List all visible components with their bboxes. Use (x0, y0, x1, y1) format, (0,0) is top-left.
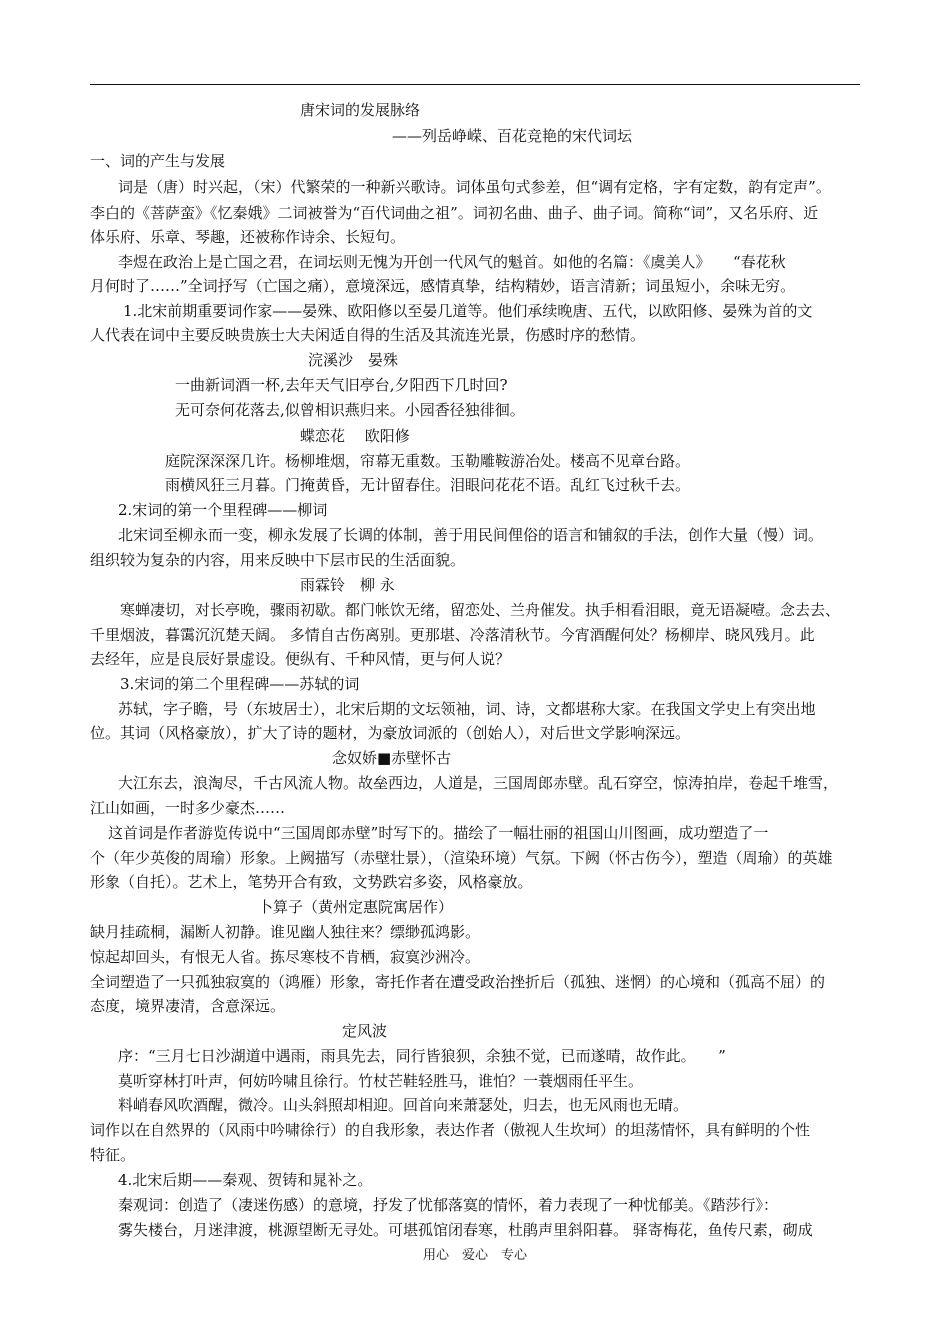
poem-line: 雾失楼台，月迷津渡，桃源望断无寻处。可堪孤馆闭春寒，杜鹃声里斜阳暮。 驿寄梅花，鱼传尺素，砌成 (118, 1221, 813, 1239)
paragraph-line: 形象（自托）。艺术上，笔势开合有致，文势跌宕多姿，风格豪放。 (90, 873, 533, 891)
poem-title: 浣溪沙 晏殊 (308, 351, 399, 369)
paragraph-line: 人代表在词中主要反映贵族士大夫闲适自得的生活及其流连光景，伤感时序的愁情。 (90, 326, 646, 344)
paragraph-line: 位。其词（风格豪放），扩大了诗的题材，为豪放词派的（创始人），对后世文学影响深远。 (90, 724, 691, 742)
poem-line: 千里烟波，暮霭沉沉楚天阔。 多情自古伤离别。更那堪、冷落清秋节。今宵酒醒何处？杨柳岸、晓风残月。此 (90, 626, 815, 644)
poem-line: 庭院深深深几许。杨柳堆烟，帘幕无重数。玉勒雕鞍游冶处。楼高不见章台路。 (165, 452, 691, 470)
paragraph-line: 全词塑造了一只孤独寂寞的（鸿雁）形象，寄托作者在遭受政治挫折后（孤独、迷惘）的心境和（孤高不屈）的 (90, 973, 826, 991)
paragraph-line: 组织较为复杂的内容，用来反映中下层市民的生活面貌。 (90, 551, 466, 569)
poem-title: 卜算子（黄州定惠院寓居作） (258, 898, 454, 916)
paragraph-line: 词是（唐）时兴起，（宋）代繁荣的一种新兴歌诗。词体虽句式参差，但“调有定格，字有定数，韵有定声”。 (118, 178, 831, 196)
poem-line: 无可奈何花落去,似曾相识燕归来。小园香径独徘徊。 (175, 401, 525, 419)
poem-title: 定风波 (342, 1022, 388, 1040)
poem-line: 缺月挂疏桐，漏断人初静。谁见幽人独往来？缥缈孤鸿影。 (90, 923, 481, 941)
paragraph-line: 体乐府、乐章、琴趣，还被称作诗余、长短句。 (90, 228, 406, 246)
poem-line: 去经年，应是良辰好景虚设。便纵有、千种风情，更与何人说？ (90, 650, 511, 668)
subsection-heading: 1.北宋前期重要词作家——晏殊、欧阳修以至晏几道等。他们承续晚唐、五代，以欧阳修、晏殊为首的文 (123, 302, 813, 320)
paragraph-line: 北宋词至柳永而一变，柳永发展了长调的体制，善于用民间俚俗的语言和铺叙的手法，创作大量（慢）词。 (118, 526, 824, 544)
poem-line: 寒蝉凄切，对长亭晚，骤雨初歇。都门帐饮无绪，留恋处、兰舟催发。执手相看泪眼，竟无语凝噎。念去去、 (120, 601, 841, 619)
poem-preface: 序：“三月七日沙湖道中遇雨，雨具先去，同行皆狼狈，余独不觉，已而遂晴，故作此。 ” (118, 1047, 726, 1065)
section-heading: 一、词的产生与发展 (90, 152, 226, 170)
poem-line: 大江东去，浪淘尽，千古风流人物。故垒西边，人道是，三国周郎赤壁。乱石穿空，惊涛拍岸，卷起千堆雪， (118, 774, 839, 792)
paragraph-line: 个（年少英俊的周瑜）形象。上阙描写（赤壁壮景），（渲染环境）气氛。下阙（怀古伤今），塑造（周瑜）的英雄 (90, 849, 833, 867)
header-rule (90, 84, 860, 85)
subsection-heading: 3.宋词的第二个里程碑——苏轼的词 (120, 675, 360, 693)
paragraph-line: 李白的《菩萨蛮》《忆秦娥》二词被誉为“百代词曲之祖”。词初名曲、曲子、曲子词。简称“词”，又名乐府、近 (90, 204, 819, 222)
poem-line: 一曲新词酒一杯,去年天气旧亭台,夕阳西下几时回? (175, 376, 508, 394)
poem-title: 念奴娇■赤壁怀古 (332, 749, 452, 767)
poem-line: 雨横风狂三月暮。门掩黄昏，无计留春住。泪眼问花花不语。乱红飞过秋千去。 (165, 476, 691, 494)
paragraph-line: 秦观词：创造了（凄迷伤感）的意境，抒发了忧郁落寞的情怀，着力表现了一种忧郁美。《踏莎行》： (118, 1196, 779, 1214)
doc-title: 唐宋词的发展脉络 (300, 101, 421, 119)
poem-line: 江山如画，一时多少豪杰…… (90, 799, 286, 817)
paragraph-line: 李煜在政治上是亡国之君，在词坛则无愧为开创一代风气的魁首。如他的名篇：《虞美人》 “春花秋 (118, 253, 786, 271)
poem-title: 蝶恋花 欧阳修 (300, 427, 410, 445)
subsection-heading: 4.北宋后期——秦观、贺铸和晁补之。 (118, 1171, 373, 1189)
doc-subtitle: ——列岳峥嵘、百花竞艳的宋代词坛 (392, 127, 633, 145)
poem-title: 雨霖铃 柳 永 (300, 576, 395, 594)
paragraph-line: 苏轼，字子瞻，号（东坡居士），北宋后期的文坛领袖，词、诗，文都堪称大家。在我国文学史上有突出地 (118, 700, 816, 718)
paragraph-line: 月何时了……”全词抒写（亡国之痛），意境深远，感情真挚，结构精妙，语言清新；词虽短小，余味无穷。 (90, 277, 796, 295)
paragraph-line: 这首词是作者游览传说中“三国周郎赤壁”时写下的。描绘了一幅壮丽的祖国山川图画，成功塑造了一 (108, 824, 769, 842)
page-footer: 用心 爱心 专心 (422, 1248, 527, 1263)
poem-line: 惊起却回头，有恨无人省。拣尽寒枝不肯栖，寂寞沙洲冷。 (90, 948, 481, 966)
poem-line: 莫听穿林打叶声，何妨吟啸且徐行。竹杖芒鞋轻胜马，谁怕？一蓑烟雨任平生。 (118, 1072, 644, 1090)
subsection-heading: 2.宋词的第一个里程碑——柳词 (118, 501, 328, 519)
paragraph-line: 态度，境界凄清，含意深远。 (90, 997, 286, 1015)
paragraph-line: 词作以在自然界的（风雨中吟啸徐行）的自我形象，表达作者（傲视人生坎坷）的坦荡情怀，具有鲜明的个性 (90, 1121, 811, 1139)
poem-line: 料峭春风吹酒醒，微冷。山头斜照却相迎。回首向来萧瑟处，归去，也无风雨也无晴。 (118, 1096, 689, 1114)
paragraph-line: 特征。 (90, 1146, 136, 1164)
